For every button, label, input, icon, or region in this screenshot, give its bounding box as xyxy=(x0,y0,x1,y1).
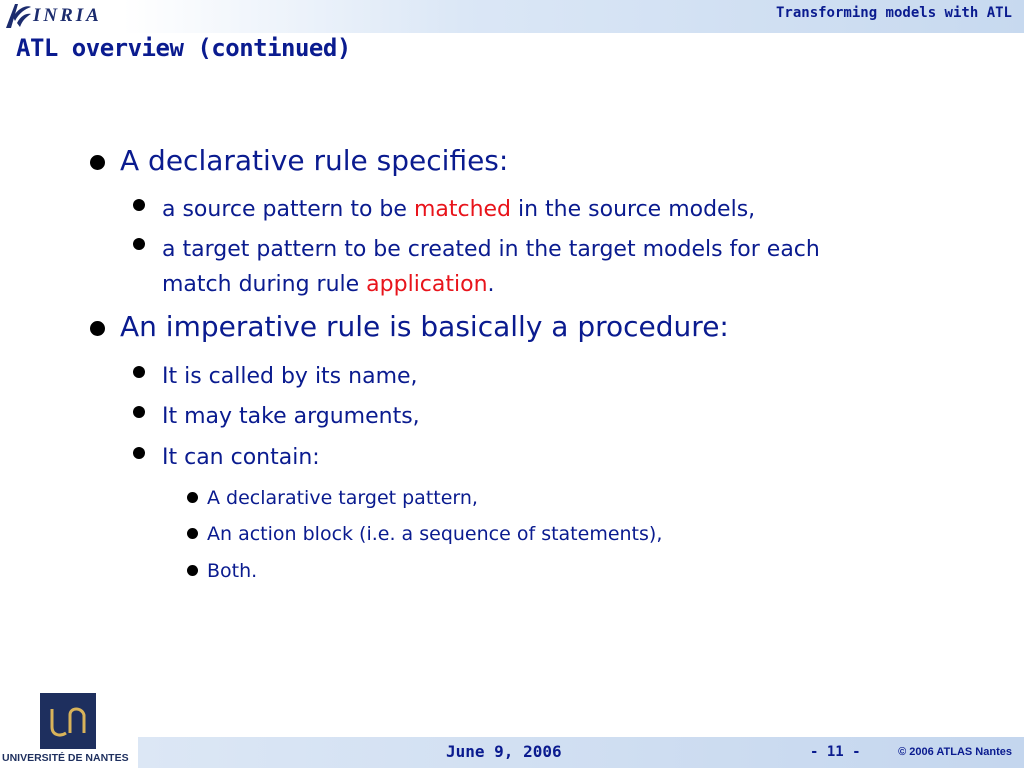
subbullet-text-pre: a source pattern to be xyxy=(162,197,414,222)
bullet-icon xyxy=(133,199,145,211)
bullet-icon xyxy=(187,528,198,539)
highlight-matched: matched xyxy=(413,197,512,222)
bullet-icon xyxy=(90,321,105,336)
bullet-icon xyxy=(187,565,198,576)
subsubbullet-text: Both. xyxy=(207,560,258,582)
subbullet-text-post: in the source models, xyxy=(511,197,756,222)
subsubbullet-text: An action block (i.e. a sequence of statements), xyxy=(207,523,663,545)
footer-date: June 9, 2006 xyxy=(446,742,562,761)
bullet-icon xyxy=(187,492,198,503)
inria-logo-text: INRIA xyxy=(33,5,102,26)
footer-page-number: - 11 - xyxy=(810,744,861,760)
subbullet-text-line2: match during rule xyxy=(162,272,367,297)
bullet-text: An imperative rule is basically a procedure: xyxy=(120,310,729,343)
subbullet-text-period: . xyxy=(487,272,495,297)
highlight-application: application xyxy=(366,272,488,297)
university-emblem-icon xyxy=(40,693,96,749)
footer-band xyxy=(138,737,1024,768)
university-logo xyxy=(40,693,96,749)
bullet-icon xyxy=(133,238,145,250)
footer-copyright: © 2006 ATLAS Nantes xyxy=(898,746,1012,758)
slide-title: ATL overview (continued) xyxy=(16,34,351,62)
subbullet-text: It may take arguments, xyxy=(162,404,420,429)
subbullet-text-line1: a target pattern to be created in the target models for each xyxy=(162,237,820,262)
subsubbullet-text: A declarative target pattern, xyxy=(207,487,478,509)
bullet-icon xyxy=(133,447,145,459)
university-name: UNIVERSITÉ DE NANTES xyxy=(2,752,129,764)
bullet-icon xyxy=(133,366,145,378)
inria-logo xyxy=(3,1,123,31)
deck-title: Transforming models with ATL xyxy=(775,5,1012,21)
subbullet-text: It is called by its name, xyxy=(162,364,418,389)
inria-emblem-icon xyxy=(3,1,33,31)
bullet-text: A declarative rule specifies: xyxy=(120,144,509,177)
bullet-icon xyxy=(90,155,105,170)
bullet-icon xyxy=(133,406,145,418)
subbullet-text: It can contain: xyxy=(162,445,320,470)
